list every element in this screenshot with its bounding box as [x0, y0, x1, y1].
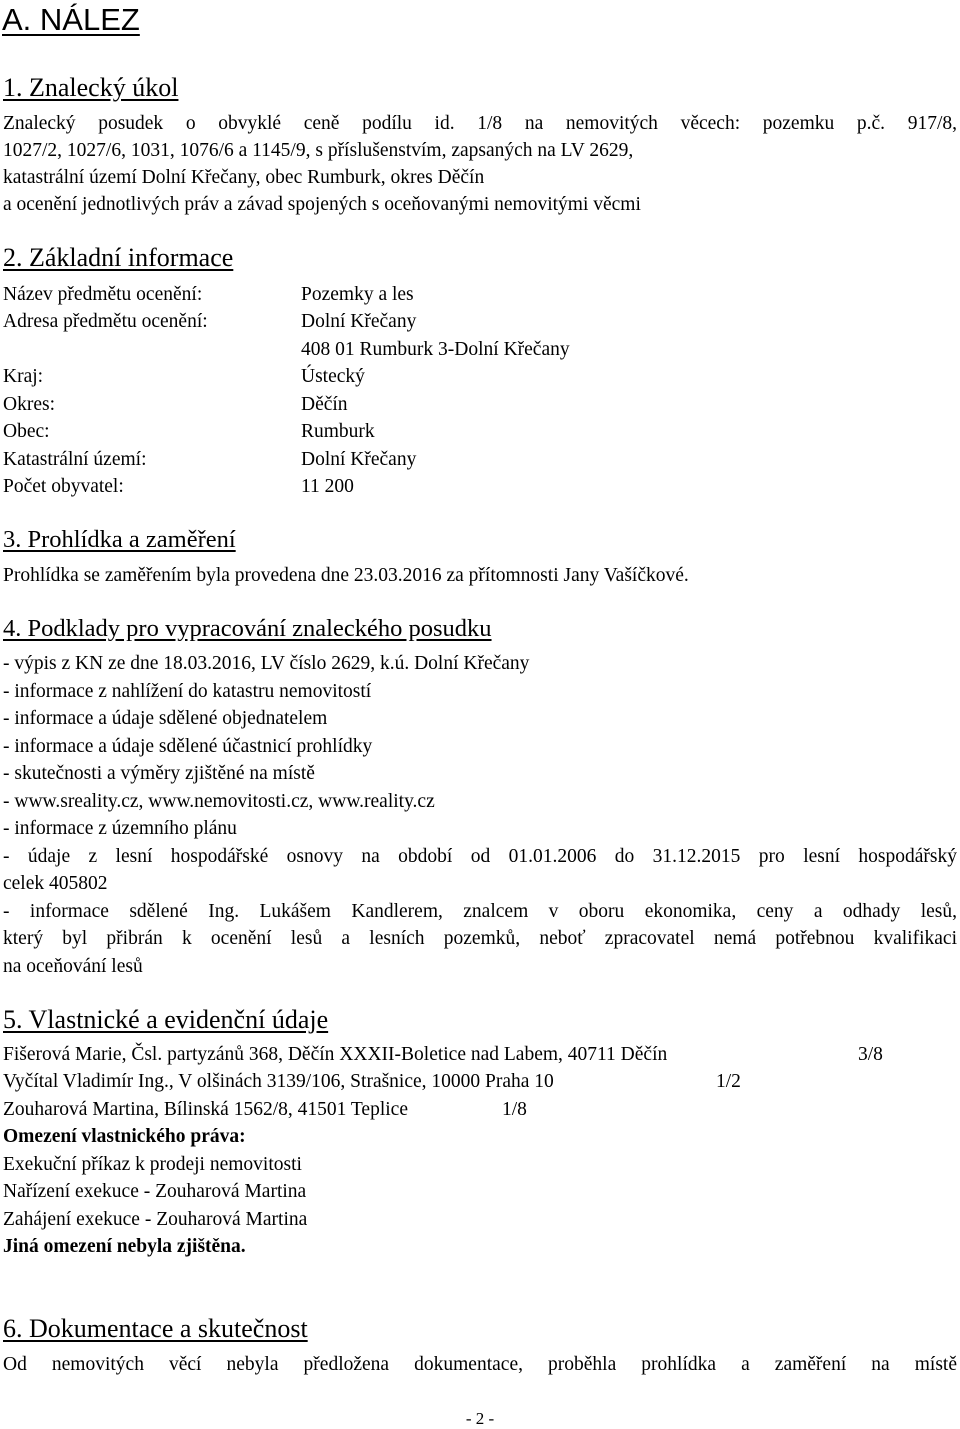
s4-line: na oceňování lesů — [3, 956, 143, 977]
s4-line: - www.sreality.cz, www.nemovitosti.cz, www.reality.cz — [3, 791, 435, 812]
info-label: Počet obyvatel: — [3, 476, 124, 497]
page-heading: A. NÁLEZ — [2, 2, 140, 37]
info-value: Rumburk — [301, 421, 375, 442]
section-6-title: 6. Dokumentace a skutečnost — [3, 1314, 308, 1343]
section-5-title: 5. Vlastnické a evidenční údaje — [3, 1005, 329, 1034]
info-value: Ústecký — [301, 366, 365, 387]
info-row — [3, 418, 375, 445]
s4-line: celek 405802 — [3, 873, 108, 894]
owner-row: Zouharová Martina, Bílinská 1562/8, 41501 Teplice — [3, 1099, 408, 1120]
s4-line: který byl přibrán k ocenění lesů a lesních pozemků, neboť zpracovatel nemá potřebnou kvalifikaci — [3, 928, 957, 949]
s4-line: - skutečnosti a výměry zjištěné na místě — [3, 763, 315, 784]
section-2-title: 2. Základní informace — [3, 243, 234, 272]
info-label: Katastrální území: — [3, 449, 147, 470]
owner-share: 3/8 — [858, 1044, 883, 1065]
info-value: Dolní Křečany — [301, 311, 417, 332]
owner-share: 1/2 — [716, 1071, 741, 1092]
s1-line-1: Znalecký posudek o obvyklé ceně podílu id. 1/8 na nemovitých věcech: pozemku p.č. 917/8, — [3, 113, 957, 134]
s1-line-2: 1027/2, 1027/6, 1031, 1076/6 a 1145/9, s příslušenstvím, zapsaných na LV 2629, — [3, 140, 634, 161]
restriction-item: Zahájení exekuce - Zouharová Martina — [3, 1209, 308, 1230]
info-label: Adresa předmětu ocenění: — [3, 311, 208, 332]
info-value: 408 01 Rumburk 3-Dolní Křečany — [301, 339, 570, 360]
owner-row: Fišerová Marie, Čsl. partyzánů 368, Děčín XXXII-Boletice nad Labem, 40711 Děčín — [3, 1044, 668, 1065]
info-row — [3, 446, 417, 473]
s4-line: - informace z nahlížení do katastru nemovitostí — [3, 681, 372, 702]
info-label: Okres: — [3, 394, 55, 415]
info-row — [3, 308, 417, 335]
info-row — [3, 391, 348, 418]
section-3-title: 3. Prohlídka a zaměření — [3, 526, 236, 553]
info-row — [3, 473, 354, 500]
s1-line-4: a ocenění jednotlivých práv a závad spojených s oceňovanými nemovitými věcmi — [3, 194, 641, 215]
page-number: - 2 - — [465, 1409, 495, 1428]
info-value: Děčín — [301, 394, 348, 415]
info-value: Pozemky a les — [301, 284, 414, 305]
info-label: Název předmětu ocenění: — [3, 284, 203, 305]
s4-line: - informace z územního plánu — [3, 818, 237, 839]
info-row — [3, 281, 414, 308]
info-label: Kraj: — [3, 366, 44, 387]
info-value: 11 200 — [301, 476, 354, 497]
s3-text: Prohlídka se zaměřením byla provedena dne 23.03.2016 za přítomnosti Jany Vašíčkové. — [3, 565, 689, 586]
restriction-item: Exekuční příkaz k prodeji nemovitosti — [3, 1154, 302, 1175]
section-4-title: 4. Podklady pro vypracování znaleckého posudku — [3, 615, 492, 642]
restrictions-title: Omezení vlastnického práva: — [3, 1126, 246, 1147]
s6-text: Od nemovitých věcí nebyla předložena dokumentace, proběhla prohlídka a zaměření na místě — [3, 1354, 957, 1375]
owner-row: Vyčítal Vladimír Ing., V olšinách 3139/106, Strašnice, 10000 Praha 10 — [3, 1071, 554, 1092]
no-other-restrictions: Jiná omezení nebyla zjištěna. — [3, 1236, 246, 1257]
restriction-item: Nařízení exekuce - Zouharová Martina — [3, 1181, 307, 1202]
info-label: Obec: — [3, 421, 50, 442]
info-row — [3, 363, 365, 390]
s4-line: - informace sdělené Ing. Lukášem Kandlerem, znalcem v oboru ekonomika, ceny a odhady lesů, — [3, 901, 957, 922]
s1-line-3: katastrální území Dolní Křečany, obec Rumburk, okres Děčín — [3, 167, 485, 188]
s4-line: - údaje z lesní hospodářské osnovy na období od 01.01.2006 do 31.12.2015 pro lesní hospodářský — [3, 846, 957, 867]
info-value: Dolní Křečany — [301, 449, 417, 470]
s4-line: - výpis z KN ze dne 18.03.2016, LV číslo 2629, k.ú. Dolní Křečany — [3, 653, 530, 674]
section-1-title: 1. Znalecký úkol — [3, 73, 179, 102]
owner-share: 1/8 — [502, 1099, 527, 1120]
s4-line: - informace a údaje sdělené objednatelem — [3, 708, 328, 729]
s4-line: - informace a údaje sdělené účastnicí prohlídky — [3, 736, 373, 757]
